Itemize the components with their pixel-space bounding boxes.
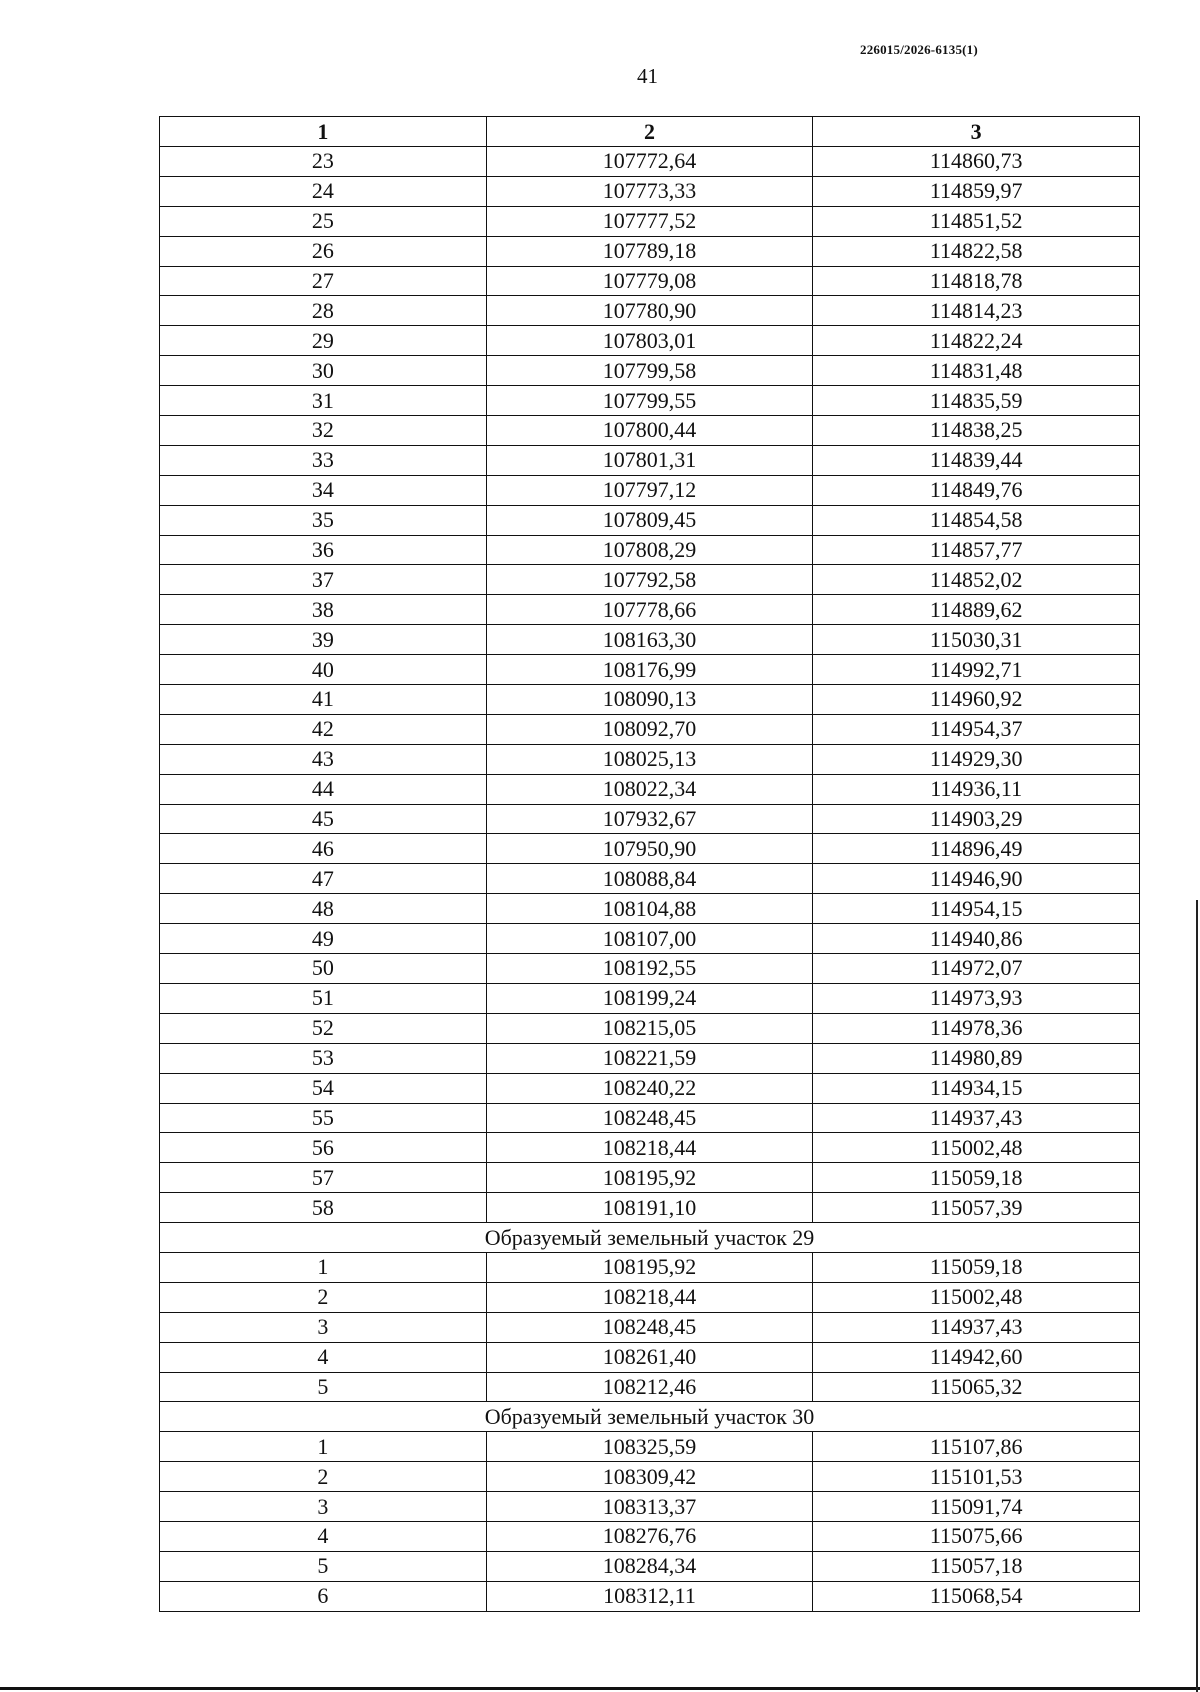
- point-number-cell: 28: [160, 296, 487, 326]
- y-coordinate-cell: 114822,58: [813, 236, 1140, 266]
- y-coordinate-cell: 114973,93: [813, 983, 1140, 1013]
- y-coordinate-cell: 114859,97: [813, 176, 1140, 206]
- x-coordinate-cell: 107808,29: [486, 535, 813, 565]
- x-coordinate-cell: 107792,58: [486, 565, 813, 595]
- x-coordinate-cell: 108276,76: [486, 1521, 813, 1551]
- point-number-cell: 32: [160, 416, 487, 446]
- point-number-cell: 3: [160, 1492, 487, 1522]
- point-number-cell: 51: [160, 983, 487, 1013]
- table-row: [160, 1252, 1140, 1282]
- y-coordinate-cell: 114839,44: [813, 445, 1140, 475]
- table-row: [160, 416, 1140, 446]
- point-number-cell: 39: [160, 625, 487, 655]
- table-body: [160, 147, 1140, 1612]
- point-number-cell: 37: [160, 565, 487, 595]
- y-coordinate-cell: 115068,54: [813, 1581, 1140, 1611]
- y-coordinate-cell: 114851,52: [813, 206, 1140, 236]
- y-coordinate-cell: 114934,15: [813, 1073, 1140, 1103]
- table-row: [160, 505, 1140, 535]
- x-coordinate-cell: 108163,30: [486, 625, 813, 655]
- table-row: [160, 744, 1140, 774]
- x-coordinate-cell: 108195,92: [486, 1163, 813, 1193]
- x-coordinate-cell: 108191,10: [486, 1193, 813, 1223]
- y-coordinate-cell: 114849,76: [813, 475, 1140, 505]
- y-coordinate-cell: 114896,49: [813, 834, 1140, 864]
- table-row: [160, 1073, 1140, 1103]
- table-row: [160, 1013, 1140, 1043]
- y-coordinate-cell: 114814,23: [813, 296, 1140, 326]
- x-coordinate-cell: 108240,22: [486, 1073, 813, 1103]
- table-row: [160, 1043, 1140, 1073]
- x-coordinate-cell: 107772,64: [486, 147, 813, 177]
- y-coordinate-cell: 115002,48: [813, 1282, 1140, 1312]
- x-coordinate-cell: 107797,12: [486, 475, 813, 505]
- point-number-cell: 5: [160, 1551, 487, 1581]
- table-row: [160, 1581, 1140, 1611]
- coordinates-table: [159, 116, 1140, 1612]
- table-row: [160, 1103, 1140, 1133]
- section-title: Образуемый земельный участок 29: [160, 1223, 1140, 1253]
- y-coordinate-cell: 114857,77: [813, 535, 1140, 565]
- table-row: [160, 236, 1140, 266]
- point-number-cell: 56: [160, 1133, 487, 1163]
- point-number-cell: 3: [160, 1312, 487, 1342]
- y-coordinate-cell: 115057,18: [813, 1551, 1140, 1581]
- table-row: [160, 894, 1140, 924]
- table-row: [160, 1462, 1140, 1492]
- y-coordinate-cell: 114831,48: [813, 356, 1140, 386]
- x-coordinate-cell: 107932,67: [486, 804, 813, 834]
- x-coordinate-cell: 107801,31: [486, 445, 813, 475]
- point-number-cell: 48: [160, 894, 487, 924]
- y-coordinate-cell: 114954,15: [813, 894, 1140, 924]
- point-number-cell: 33: [160, 445, 487, 475]
- x-coordinate-cell: 108195,92: [486, 1252, 813, 1282]
- y-coordinate-cell: 115091,74: [813, 1492, 1140, 1522]
- point-number-cell: 36: [160, 535, 487, 565]
- y-coordinate-cell: 115075,66: [813, 1521, 1140, 1551]
- table-row: [160, 147, 1140, 177]
- point-number-cell: 46: [160, 834, 487, 864]
- y-coordinate-cell: 114992,71: [813, 655, 1140, 685]
- point-number-cell: 57: [160, 1163, 487, 1193]
- point-number-cell: 58: [160, 1193, 487, 1223]
- y-coordinate-cell: 114835,59: [813, 386, 1140, 416]
- point-number-cell: 2: [160, 1282, 487, 1312]
- table-header-row: [160, 117, 1140, 147]
- y-coordinate-cell: 114937,43: [813, 1312, 1140, 1342]
- x-coordinate-cell: 107777,52: [486, 206, 813, 236]
- point-number-cell: 1: [160, 1432, 487, 1462]
- x-coordinate-cell: 108104,88: [486, 894, 813, 924]
- x-coordinate-cell: 108218,44: [486, 1133, 813, 1163]
- point-number-cell: 35: [160, 505, 487, 535]
- column-header: 3: [813, 117, 1140, 147]
- y-coordinate-cell: 114954,37: [813, 714, 1140, 744]
- table-row: [160, 1372, 1140, 1402]
- table-row: [160, 535, 1140, 565]
- x-coordinate-cell: 108092,70: [486, 714, 813, 744]
- x-coordinate-cell: 108022,34: [486, 774, 813, 804]
- table-row: [160, 176, 1140, 206]
- point-number-cell: 44: [160, 774, 487, 804]
- table-row: [160, 1551, 1140, 1581]
- point-number-cell: 1: [160, 1252, 487, 1282]
- x-coordinate-cell: 108309,42: [486, 1462, 813, 1492]
- x-coordinate-cell: 107773,33: [486, 176, 813, 206]
- y-coordinate-cell: 114937,43: [813, 1103, 1140, 1133]
- section-header-row: [160, 1223, 1140, 1253]
- x-coordinate-cell: 108199,24: [486, 983, 813, 1013]
- y-coordinate-cell: 115002,48: [813, 1133, 1140, 1163]
- table-row: [160, 1133, 1140, 1163]
- point-number-cell: 50: [160, 954, 487, 984]
- point-number-cell: 4: [160, 1342, 487, 1372]
- page-number: 41: [637, 64, 658, 88]
- point-number-cell: 30: [160, 356, 487, 386]
- y-coordinate-cell: 114929,30: [813, 744, 1140, 774]
- y-coordinate-cell: 114936,11: [813, 774, 1140, 804]
- point-number-cell: 2: [160, 1462, 487, 1492]
- point-number-cell: 42: [160, 714, 487, 744]
- x-coordinate-cell: 107799,58: [486, 356, 813, 386]
- column-header: 1: [160, 117, 487, 147]
- point-number-cell: 40: [160, 655, 487, 685]
- y-coordinate-cell: 114980,89: [813, 1043, 1140, 1073]
- point-number-cell: 55: [160, 1103, 487, 1133]
- table-row: [160, 1342, 1140, 1372]
- table-row: [160, 1521, 1140, 1551]
- y-coordinate-cell: 114854,58: [813, 505, 1140, 535]
- y-coordinate-cell: 115059,18: [813, 1252, 1140, 1282]
- section-header-row: [160, 1402, 1140, 1432]
- table-row: [160, 774, 1140, 804]
- table-row: [160, 1312, 1140, 1342]
- table-row: [160, 655, 1140, 685]
- table-row: [160, 1432, 1140, 1462]
- table-row: [160, 595, 1140, 625]
- y-coordinate-cell: 114946,90: [813, 864, 1140, 894]
- x-coordinate-cell: 108284,34: [486, 1551, 813, 1581]
- y-coordinate-cell: 114889,62: [813, 595, 1140, 625]
- x-coordinate-cell: 108088,84: [486, 864, 813, 894]
- point-number-cell: 5: [160, 1372, 487, 1402]
- point-number-cell: 27: [160, 266, 487, 296]
- x-coordinate-cell: 108312,11: [486, 1581, 813, 1611]
- x-coordinate-cell: 108325,59: [486, 1432, 813, 1462]
- x-coordinate-cell: 107779,08: [486, 266, 813, 296]
- x-coordinate-cell: 108212,46: [486, 1372, 813, 1402]
- y-coordinate-cell: 114960,92: [813, 685, 1140, 715]
- y-coordinate-cell: 114942,60: [813, 1342, 1140, 1372]
- x-coordinate-cell: 107800,44: [486, 416, 813, 446]
- y-coordinate-cell: 115101,53: [813, 1462, 1140, 1492]
- point-number-cell: 6: [160, 1581, 487, 1611]
- x-coordinate-cell: 107950,90: [486, 834, 813, 864]
- scan-right-edge: [1196, 900, 1198, 1692]
- point-number-cell: 54: [160, 1073, 487, 1103]
- x-coordinate-cell: 107799,55: [486, 386, 813, 416]
- table-row: [160, 356, 1140, 386]
- table-row: [160, 924, 1140, 954]
- table-row: [160, 565, 1140, 595]
- table-row: [160, 206, 1140, 236]
- document-code: 226015/2026-6135(1): [860, 42, 978, 57]
- x-coordinate-cell: 108107,00: [486, 924, 813, 954]
- table-row: [160, 1282, 1140, 1312]
- y-coordinate-cell: 114903,29: [813, 804, 1140, 834]
- y-coordinate-cell: 115065,32: [813, 1372, 1140, 1402]
- point-number-cell: 23: [160, 147, 487, 177]
- point-number-cell: 31: [160, 386, 487, 416]
- y-coordinate-cell: 114852,02: [813, 565, 1140, 595]
- point-number-cell: 34: [160, 475, 487, 505]
- y-coordinate-cell: 114972,07: [813, 954, 1140, 984]
- y-coordinate-cell: 115107,86: [813, 1432, 1140, 1462]
- x-coordinate-cell: 108218,44: [486, 1282, 813, 1312]
- table-row: [160, 386, 1140, 416]
- table-row: [160, 864, 1140, 894]
- table-row: [160, 983, 1140, 1013]
- table-row: [160, 685, 1140, 715]
- point-number-cell: 43: [160, 744, 487, 774]
- scan-bottom-edge: [0, 1687, 1200, 1690]
- table-row: [160, 625, 1140, 655]
- column-header: 2: [486, 117, 813, 147]
- y-coordinate-cell: 114860,73: [813, 147, 1140, 177]
- table-row: [160, 954, 1140, 984]
- point-number-cell: 49: [160, 924, 487, 954]
- x-coordinate-cell: 108261,40: [486, 1342, 813, 1372]
- x-coordinate-cell: 107803,01: [486, 326, 813, 356]
- y-coordinate-cell: 114978,36: [813, 1013, 1140, 1043]
- x-coordinate-cell: 108176,99: [486, 655, 813, 685]
- table-row: [160, 804, 1140, 834]
- point-number-cell: 24: [160, 176, 487, 206]
- point-number-cell: 45: [160, 804, 487, 834]
- table-row: [160, 834, 1140, 864]
- x-coordinate-cell: 108221,59: [486, 1043, 813, 1073]
- x-coordinate-cell: 107778,66: [486, 595, 813, 625]
- x-coordinate-cell: 108248,45: [486, 1103, 813, 1133]
- table-row: [160, 714, 1140, 744]
- x-coordinate-cell: 108313,37: [486, 1492, 813, 1522]
- table-row: [160, 445, 1140, 475]
- y-coordinate-cell: 115059,18: [813, 1163, 1140, 1193]
- point-number-cell: 47: [160, 864, 487, 894]
- y-coordinate-cell: 114822,24: [813, 326, 1140, 356]
- table-row: [160, 475, 1140, 505]
- x-coordinate-cell: 107809,45: [486, 505, 813, 535]
- y-coordinate-cell: 115030,31: [813, 625, 1140, 655]
- point-number-cell: 4: [160, 1521, 487, 1551]
- y-coordinate-cell: 115057,39: [813, 1193, 1140, 1223]
- point-number-cell: 25: [160, 206, 487, 236]
- section-title: Образуемый земельный участок 30: [160, 1402, 1140, 1432]
- table-row: [160, 296, 1140, 326]
- y-coordinate-cell: 114940,86: [813, 924, 1140, 954]
- x-coordinate-cell: 108248,45: [486, 1312, 813, 1342]
- table-row: [160, 266, 1140, 296]
- x-coordinate-cell: 108192,55: [486, 954, 813, 984]
- point-number-cell: 52: [160, 1013, 487, 1043]
- point-number-cell: 29: [160, 326, 487, 356]
- point-number-cell: 53: [160, 1043, 487, 1073]
- point-number-cell: 26: [160, 236, 487, 266]
- table-row: [160, 326, 1140, 356]
- point-number-cell: 38: [160, 595, 487, 625]
- table-row: [160, 1492, 1140, 1522]
- x-coordinate-cell: 108025,13: [486, 744, 813, 774]
- x-coordinate-cell: 108090,13: [486, 685, 813, 715]
- y-coordinate-cell: 114818,78: [813, 266, 1140, 296]
- x-coordinate-cell: 107789,18: [486, 236, 813, 266]
- point-number-cell: 41: [160, 685, 487, 715]
- y-coordinate-cell: 114838,25: [813, 416, 1140, 446]
- table-row: [160, 1193, 1140, 1223]
- x-coordinate-cell: 108215,05: [486, 1013, 813, 1043]
- x-coordinate-cell: 107780,90: [486, 296, 813, 326]
- table-row: [160, 1163, 1140, 1193]
